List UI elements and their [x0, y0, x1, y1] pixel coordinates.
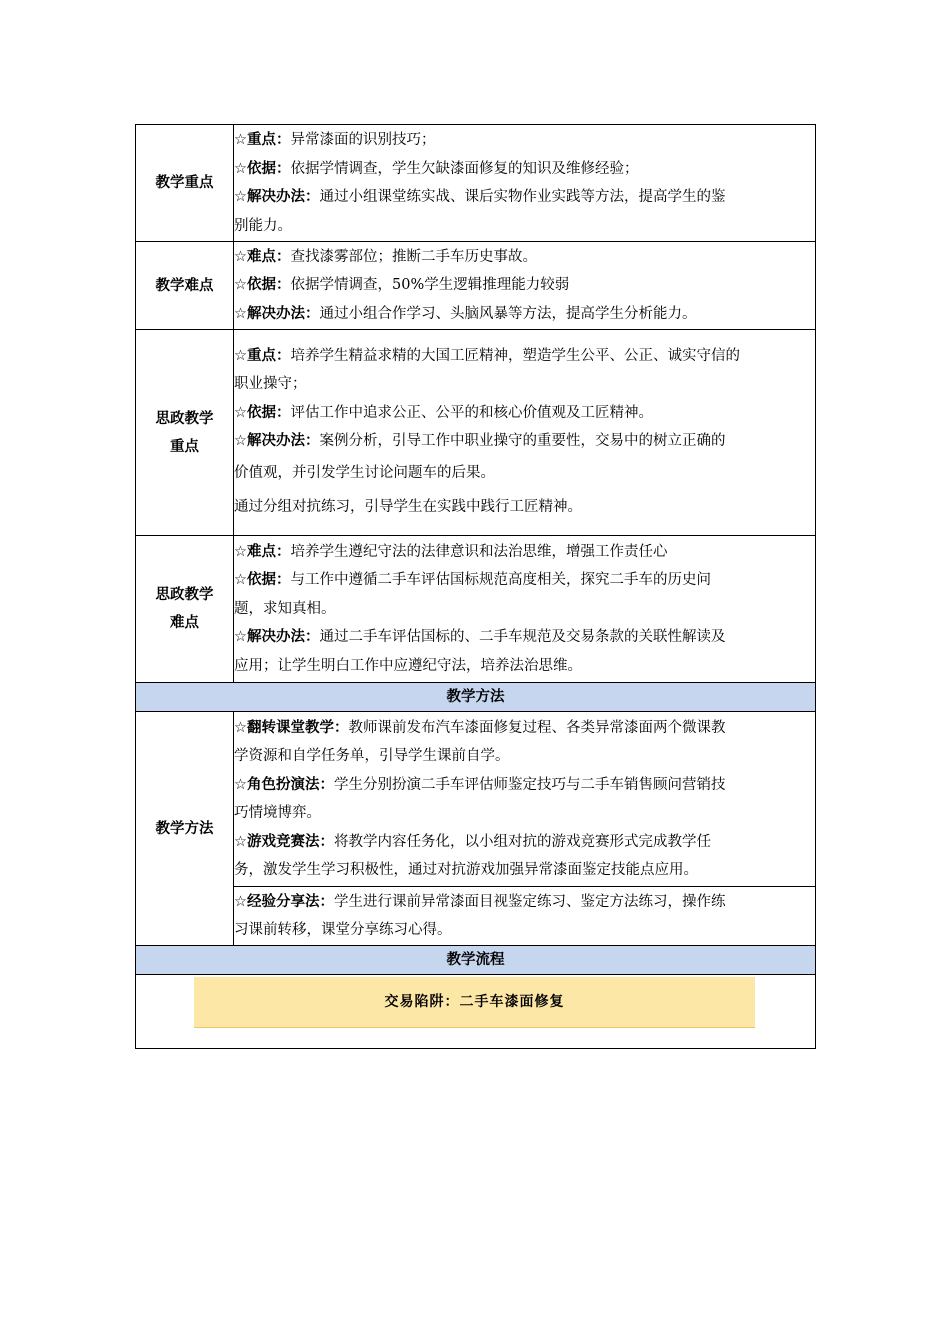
row-label: 教学难点: [136, 242, 234, 330]
section-methods-row: [136, 683, 816, 712]
text-line: ☆游戏竞赛法：将教学内容任务化，以小组对抗的游戏竞赛形式完成教学任: [234, 833, 711, 850]
text-line: ☆角色扮演法：学生分别扮演二手车评估师鉴定技巧与二手车销售顾问营销技: [234, 776, 726, 793]
section-flow-row: [136, 946, 816, 975]
row-flow: [136, 975, 816, 1049]
row-label: 教学方法: [136, 712, 234, 946]
row-content: [234, 125, 816, 242]
row-ideology-key: [136, 330, 816, 536]
text-line: 应用；让学生明白工作中应遵纪守法，培养法治思维。: [234, 657, 582, 674]
flow-cell: [136, 975, 816, 1049]
text-line: 题，求知真相。: [234, 600, 336, 617]
text-line: ☆依据：依据学情调查，50%学生逻辑推理能力较弱: [234, 277, 570, 294]
row-methods-b: [136, 887, 816, 946]
text-line: 巧情境博弈。: [234, 805, 321, 821]
text-line: ☆解决办法：通过小组合作学习、头脑风暴等方法，提高学生分析能力。: [234, 305, 697, 322]
text-line: 别能力。: [234, 217, 292, 234]
section-header-methods: 教学方法: [136, 683, 816, 712]
text-line: ☆依据：与工作中遵循二手车评估国标规范高度相关，探究二手车的历史问: [234, 572, 711, 589]
text-line: 价值观，并引发学生讨论问题车的后果。: [234, 464, 495, 481]
text-line: ☆解决办法：案例分析，引导工作中职业操守的重要性，交易中的树立正确的: [234, 433, 726, 449]
row-label: 思政教学 重点: [136, 330, 234, 536]
row-methods-a: [136, 712, 816, 887]
row-label: 教学重点: [136, 125, 234, 242]
row-content: [234, 536, 816, 683]
row-content: [234, 330, 816, 536]
text-line: 习课前转移，课堂分享练习心得。: [234, 922, 452, 938]
text-line: 务，激发学生学习积极性，通过对抗游戏加强异常漆面鉴定技能点应用。: [234, 862, 698, 878]
text-line: ☆经验分享法：学生进行课前异常漆面目视鉴定练习、鉴定方法练习，操作练: [234, 893, 726, 910]
text-line: ☆依据：依据学情调查，学生欠缺漆面修复的知识及维修经验；: [234, 160, 639, 177]
lesson-plan-table: [135, 124, 816, 1049]
text-line: 职业操守；: [234, 376, 307, 392]
text-line: ☆依据：评估工作中追求公正、公平的和核心价值观及工匠精神。: [234, 404, 653, 421]
text-line: ☆难点：培养学生遵纪守法的法律意识和法治思维，增强工作责任心: [234, 543, 668, 560]
text-line: ☆解决办法：通过小组课堂练实战、课后实物作业实践等方法，提高学生的鉴: [234, 189, 726, 205]
text-line: ☆重点：培养学生精益求精的大国工匠精神，塑造学生公平、公正、诚实守信的: [234, 347, 740, 364]
row-ideology-difficulty: [136, 536, 816, 683]
text-line: ☆难点：查找漆雾部位；推断二手车历史事故。: [234, 248, 537, 265]
flow-banner: 交易陷阱：二手车漆面修复: [194, 977, 755, 1028]
row-key-points: [136, 125, 816, 242]
section-header-flow: 教学流程: [136, 946, 816, 975]
row-content: [234, 712, 816, 887]
row-difficulties: [136, 242, 816, 330]
row-label: 思政教学 难点: [136, 536, 234, 683]
row-content: [234, 887, 816, 946]
text-line: ☆重点：异常漆面的识别技巧；: [234, 132, 436, 148]
row-content: [234, 242, 816, 330]
text-line: 学资源和自学任务单，引导学生课前自学。: [234, 748, 510, 764]
text-line: ☆翻转课堂教学：教师课前发布汽车漆面修复过程、各类异常漆面两个微课教: [234, 719, 726, 736]
text-line: ☆解决办法：通过二手车评估国标的、二手车规范及交易条款的关联性解读及: [234, 629, 726, 646]
text-line: 通过分组对抗练习，引导学生在实践中践行工匠精神。: [234, 498, 582, 515]
